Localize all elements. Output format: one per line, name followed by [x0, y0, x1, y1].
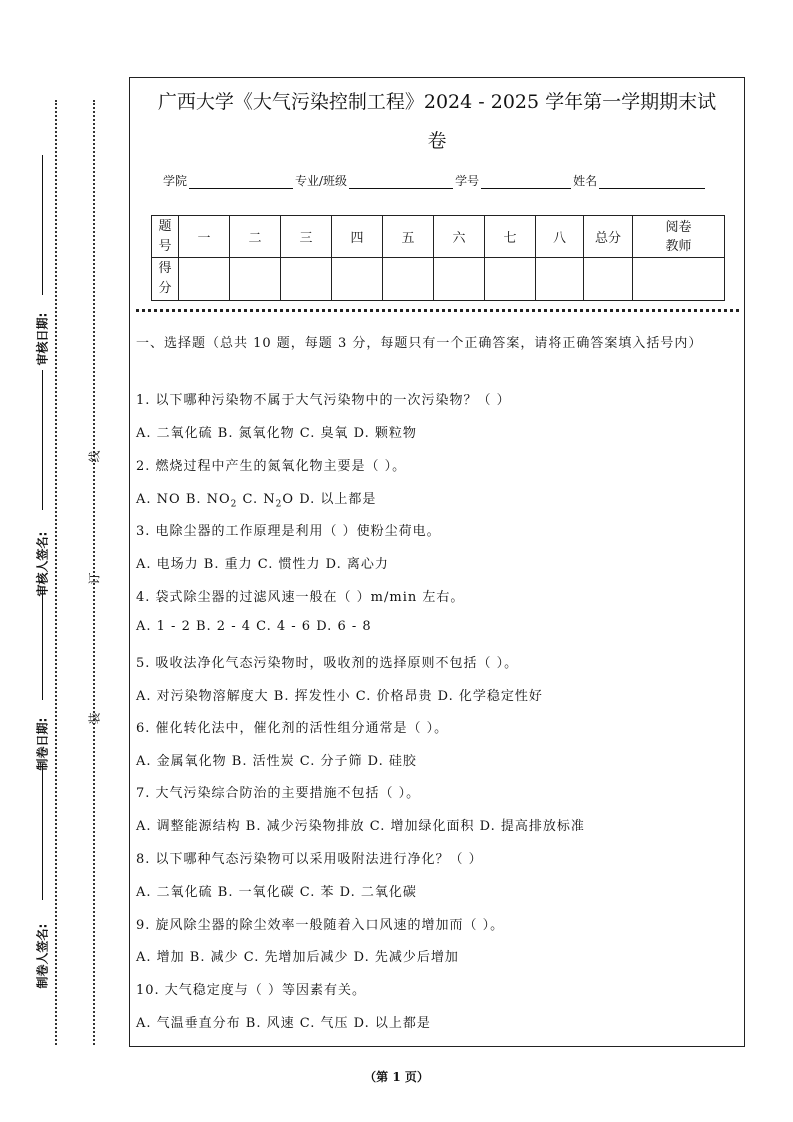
score-row-label-2: 分: [158, 281, 172, 296]
options-2-part-a: A. NO B. NO: [136, 492, 231, 507]
score-cell-2[interactable]: [230, 258, 281, 301]
score-cell-3[interactable]: [281, 258, 332, 301]
score-cell-7[interactable]: [485, 258, 536, 301]
options-2-sub-2: 2: [275, 499, 283, 510]
question-6: 6. 催化转化法中，催化剂的活性组分通常是（ ）。: [136, 721, 449, 736]
question-1: 1. 以下哪种污染物不属于大气污染物中的一次污染物？（ ）: [136, 393, 511, 408]
make-date-label: 制卷日期:: [35, 717, 50, 771]
score-header-6: 六: [434, 216, 485, 258]
options-2: [136, 488, 376, 510]
score-cell-6[interactable]: [434, 258, 485, 301]
score-header-question: [152, 216, 179, 258]
score-table: [151, 215, 725, 301]
options-7: A. 调整能源结构 B. 减少污染物排放 C. 增加绿化面积 D. 提高排放标准: [136, 819, 585, 834]
student-id-label: 学号: [455, 174, 480, 188]
score-header-grader-1: 阅卷: [665, 219, 692, 235]
score-header-7: 七: [485, 216, 536, 258]
question-8: 8. 以下哪种气态污染物可以采用吸附法进行净化？（ ）: [136, 852, 483, 867]
student-id-field[interactable]: [481, 174, 571, 189]
major-field[interactable]: [349, 174, 453, 189]
student-info-row: [163, 172, 707, 189]
options-8: A. 二氧化硫 B. 一氧化碳 C. 苯 D. 二氧化碳: [136, 885, 417, 900]
score-header-2: 二: [230, 216, 281, 258]
section-heading: 一、选择题（总共 10 题，每题 3 分，每题只有一个正确答案，请将正确答案填入括号内）: [136, 336, 703, 351]
name-label: 姓名: [573, 174, 598, 188]
score-header-q1: 题: [158, 218, 172, 234]
review-date-label: 审核日期:: [35, 312, 50, 366]
score-table-header-row: [152, 216, 725, 258]
question-2: 2. 燃烧过程中产生的氮氧化物主要是（ ）。: [136, 459, 407, 474]
options-4: A. 1 - 2 B. 2 - 4 C. 4 - 6 D. 6 - 8: [136, 619, 372, 634]
score-header-q2: 号: [158, 238, 172, 254]
score-cell-4[interactable]: [332, 258, 383, 301]
name-field[interactable]: [599, 174, 705, 189]
score-cell-1[interactable]: [179, 258, 230, 301]
exam-title-line2: 卷: [427, 130, 447, 152]
question-7: 7. 大气污染综合防治的主要措施不包括（ ）。: [136, 786, 421, 801]
options-5: A. 对污染物溶解度大 B. 挥发性小 C. 价格昂贵 D. 化学稳定性好: [136, 689, 543, 704]
score-header-1: 一: [179, 216, 230, 258]
score-header-3: 三: [281, 216, 332, 258]
score-cell-grader[interactable]: [633, 258, 725, 301]
question-3: 3. 电除尘器的工作原理是利用（ ）使粉尘荷电。: [136, 524, 441, 539]
options-6: A. 金属氧化物 B. 活性炭 C. 分子筛 D. 硅胶: [136, 754, 417, 769]
options-9: A. 增加 B. 减少 C. 先增加后减少 D. 先减少后增加: [136, 950, 459, 965]
binding-char-line: 线: [87, 450, 102, 463]
binding-dotted-line-left: [55, 100, 57, 1045]
options-2-part-b: C. N: [237, 492, 276, 507]
question-4: 4. 袋式除尘器的过滤风速一般在（ ）m/min 左右。: [136, 590, 465, 605]
question-5: 5. 吸收法净化气态污染物时，吸收剂的选择原则不包括（ ）。: [136, 656, 519, 671]
binding-char-staple: 订: [87, 572, 102, 585]
options-2-part-c: O D. 以上都是: [282, 492, 377, 507]
binding-char-install: 装: [87, 712, 102, 725]
exam-title-line1: 广西大学《大气污染控制工程》2024 - 2025 学年第一学期期末试: [157, 91, 717, 113]
make-date-blank: [42, 590, 43, 700]
score-header-grader-2: 教师: [665, 238, 692, 254]
major-label: 专业/班级: [295, 174, 348, 188]
score-row-label: [152, 258, 179, 301]
score-table-score-row: [152, 258, 725, 301]
score-header-grader: [633, 216, 725, 258]
score-cell-5[interactable]: [383, 258, 434, 301]
options-1: A. 二氧化硫 B. 氮氧化物 C. 臭氧 D. 颗粒物: [136, 426, 417, 441]
score-header-4: 四: [332, 216, 383, 258]
maker-sign-label: 制卷人签名:: [35, 923, 50, 989]
reviewer-sign-blank: [42, 370, 43, 510]
question-9: 9. 旋风除尘器的除尘效率一般随着入口风速的增加而（ ）。: [136, 918, 505, 933]
review-date-blank: [42, 155, 43, 295]
score-header-8: 八: [536, 216, 584, 258]
college-label: 学院: [163, 174, 188, 188]
score-header-total: 总分: [584, 216, 633, 258]
maker-sign-blank: [42, 765, 43, 900]
score-row-label-1: 得: [158, 261, 172, 276]
college-field[interactable]: [189, 174, 293, 189]
options-3: A. 电场力 B. 重力 C. 惯性力 D. 离心力: [136, 557, 389, 572]
question-10: 10. 大气稳定度与（ ）等因素有关。: [136, 983, 366, 998]
options-10: A. 气温垂直分布 B. 风速 C. 气压 D. 以上都是: [136, 1016, 431, 1031]
page-number: （第 1 页）: [364, 1070, 429, 1084]
reviewer-sign-label: 审核人签名:: [35, 531, 50, 597]
dotted-separator: [136, 309, 739, 312]
score-cell-8[interactable]: [536, 258, 584, 301]
options-2-sub-1: 2: [230, 499, 238, 510]
score-cell-total[interactable]: [584, 258, 633, 301]
score-header-5: 五: [383, 216, 434, 258]
